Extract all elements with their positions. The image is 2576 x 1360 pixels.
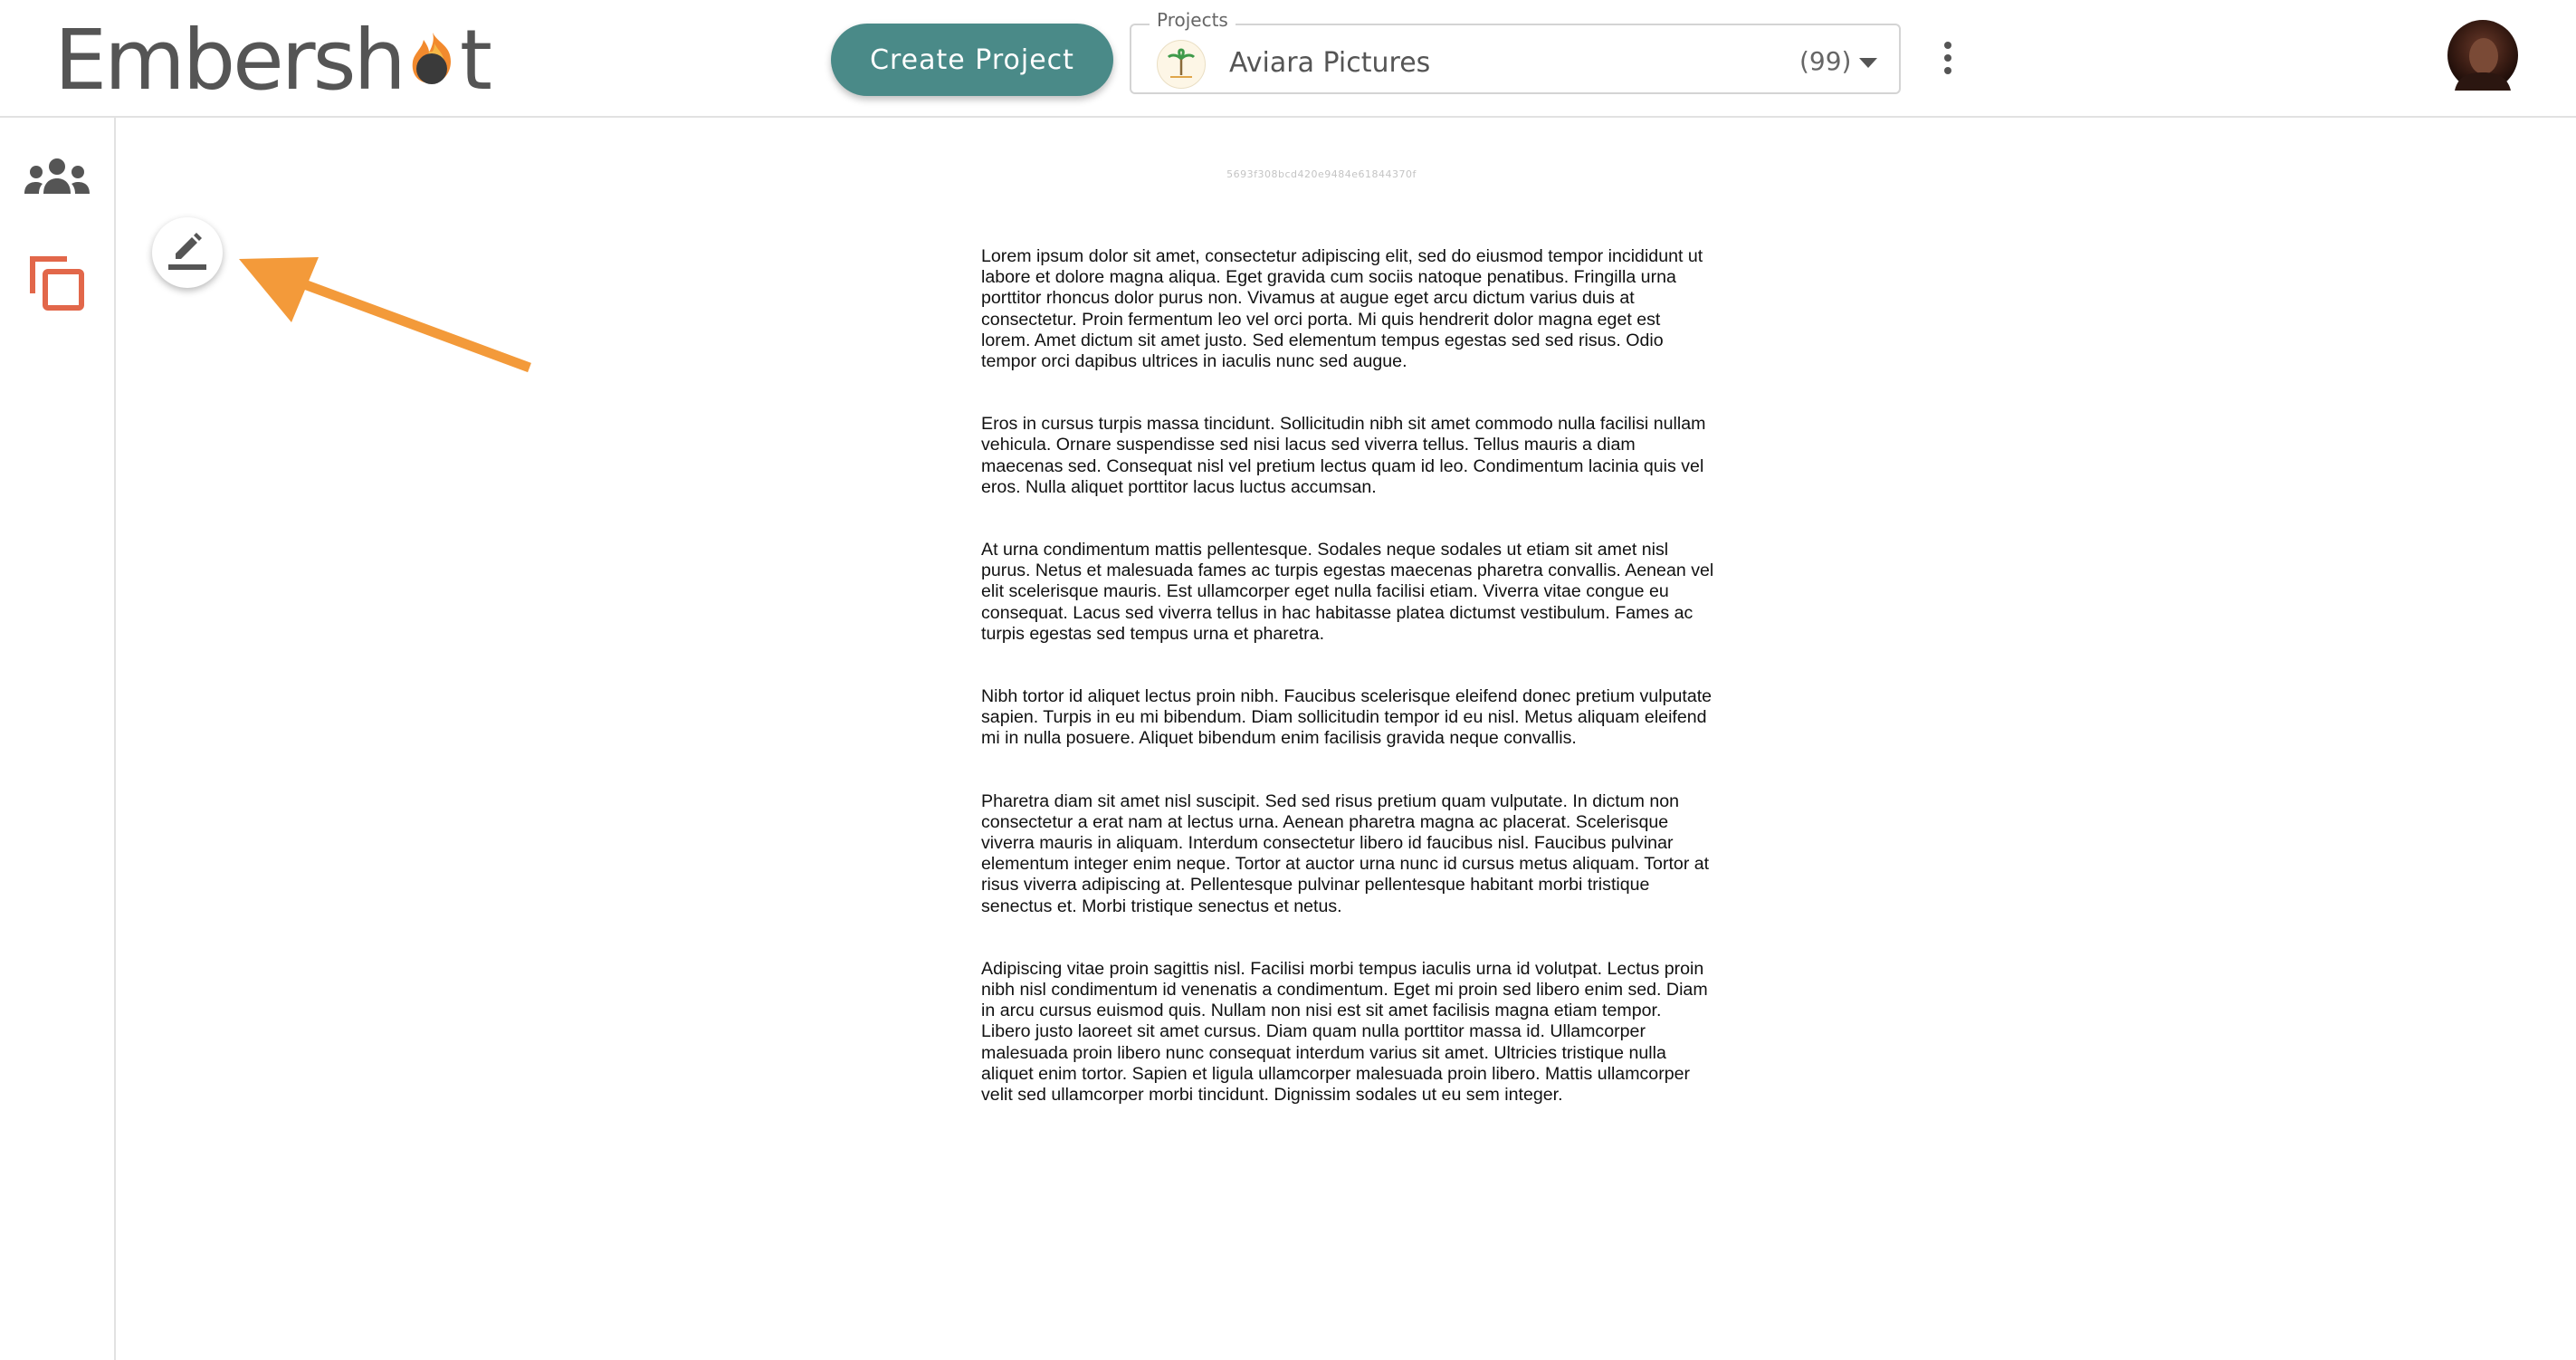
logo-text-left: Embersh — [54, 12, 404, 109]
selected-project-name: Aviara Pictures — [1229, 47, 1431, 79]
top-app-bar — [0, 0, 2576, 118]
document-body — [981, 246, 1714, 1147]
document-paragraph: Eros in cursus turpis massa tincidunt. Sollicitudin nibh sit amet commodo nulla facilisi nullam vehicula. Ornare suspendisse sed nisi lacus sed viverra tellus. Tellus mauris a diam maecenas sed. Consequat nisl vel pretium lectus quam id leo. Condimentum lacinia quis vel eros. Nulla aliquet porttitor lacus luctus accumsan. — [981, 414, 1706, 497]
project-logo-icon — [1157, 40, 1206, 89]
team-icon[interactable] — [24, 158, 91, 201]
edit-button[interactable] — [152, 217, 223, 288]
project-count: (99) — [1799, 46, 1852, 76]
document-paragraph: Adipiscing vitae proin sagittis nisl. Facilisi morbi tempus iaculis urna id volutpat. Lectus proin nibh nisl condimentum id venenatis a condimentum. Eget mi proin sed libero enim sed. Diam in arcu cursus euismod quis. Nullam non nisi est sit amet facilisis magna etiam tempor. Libero justo laoreet sit amet cursus. Diam quam nulla porttitor massa id. Ullamcorper malesuada proin libero nunc consequat interdum varius sit amet. Ultricies tristique nulla aliquet enim tortor. Sapien et ligula ullamcorper malesuada proin libero. Mattis ullamcorper velit sed ullamcorper morbi tincidunt. Dignissim sodales ut eu sem integer. — [981, 958, 1708, 1106]
flame-ball-icon — [405, 36, 458, 91]
pencil-icon — [152, 217, 223, 288]
document-paragraph: At urna condimentum mattis pellentesque. Sodales neque sodales ut etiam sit amet nisl purus. Netus et malesuada fames ac turpis egestas maecenas pharetra convallis. Aenean vel elit scelerisque mauris. Est ullamcorper eget nulla facilisi etiam. Viverra vitae congue eu consequat. Lacus sed viverra tellus in hac habitasse platea dictumst vestibulum. Fames ac turpis egestas sed tempus urna et pharetra. — [981, 540, 1714, 644]
document-paragraph: Nibh tortor id aliquet lectus proin nibh. Faucibus scelerisque eleifend donec pretium vulputate sapien. Turpis in eu mi bibendum. Diam sollicitudin tempor id eu nisl. Metus aliquam eleifend mi in nulla posuere. Aliquet bibendum enim facilisis gravida neque convallis. — [981, 686, 1713, 749]
embershot-logo[interactable] — [54, 11, 490, 110]
user-avatar[interactable] — [2447, 20, 2518, 91]
document-id: 5693f308bcd420e9484e61844370f — [1226, 168, 1417, 180]
more-vert-icon[interactable] — [1939, 42, 1957, 81]
copies-icon[interactable] — [27, 254, 87, 317]
projects-label: Projects — [1150, 9, 1236, 31]
logo-text-right: t — [459, 12, 490, 109]
document-paragraph: Pharetra diam sit amet nisl suscipit. Sed sed risus pretium quam vulputate. In dictum non consectetur a erat nam at lectus urna. Aenean pharetra magna ac placerat. Scelerisque viverra mauris in aliquam. Interdum consectetur libero id faucibus nisl. Faucibus pulvinar elementum integer enim neque. Tortor at auctor urna nunc id cursus metus aliquam. Tortor at risus viverra adipiscing at. Pellentesque pulvinar pellentesque habitant morbi tristique senectus et. Morbi tristique senectus et netus. — [981, 790, 1710, 916]
document-paragraph: Lorem ipsum dolor sit amet, consectetur adipiscing elit, sed do eiusmod tempor incididunt ut labore et dolore magna aliqua. Eget gravida cum sociis natoque penatibus. Fringilla urna porttitor rhoncus dolor purus non. Vivamus at augue eget arcu dictum varius duis at consectetur. Proin fermentum leo vel orci porta. Mi quis hendrerit dolor magna eget est lorem. Amet dictum sit amet justo. Sed elementum tempus egestas sed sed risus. Odio tempor orci dapibus ultrices in iaculis nunc sed augue. — [981, 246, 1703, 372]
create-project-button[interactable]: Create Project — [831, 24, 1113, 96]
chevron-down-icon[interactable] — [1859, 58, 1877, 68]
annotation-arrow — [217, 235, 543, 402]
sidebar — [0, 118, 116, 1360]
